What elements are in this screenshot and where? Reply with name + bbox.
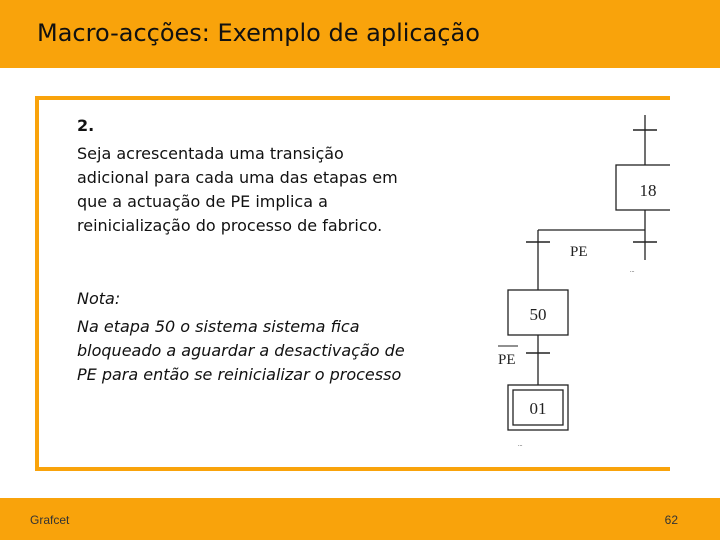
footer-bar (0, 498, 720, 540)
header-bar (0, 0, 720, 68)
grafcet-diagram (490, 110, 670, 450)
slide-title: Macro-acções: Exemplo de aplicação (37, 19, 480, 47)
item-text: Seja acrescentada uma transição adicional para cada uma das etapas em que a actuação de PE implica a reinicialização do processo de fabrico. (77, 144, 398, 235)
ellipsis-top: ... (630, 268, 635, 274)
note-text: Na etapa 50 o sistema sistema fica bloqueado a aguardar a desactivação de PE para então se reinicializar o processo (77, 317, 405, 384)
step-01-label: 01 (529, 399, 547, 418)
step-50-label: 50 (529, 305, 547, 324)
page-number: 62 (664, 513, 678, 527)
footer-label: Grafcet (30, 513, 70, 527)
ellipsis-bottom: ... (518, 442, 523, 448)
transition-pe-label: PE (570, 244, 588, 260)
step-18-label: 18 (639, 181, 657, 200)
transition-not-pe-label: PE (498, 352, 516, 368)
item-number: 2. (77, 116, 95, 135)
note-label: Nota: (77, 289, 121, 308)
